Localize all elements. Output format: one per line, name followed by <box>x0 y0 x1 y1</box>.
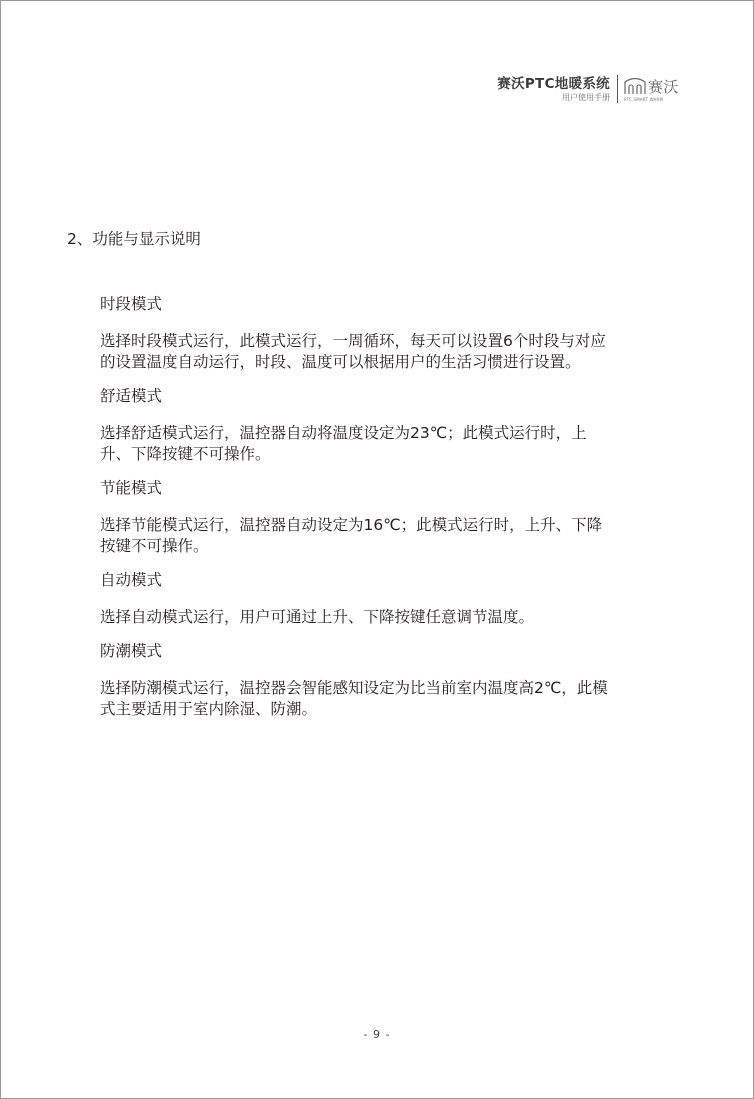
mode-title: 防潮模式 <box>100 642 163 660</box>
mode-description-line: 的设置温度自动运行，时段、温度可以根据用户的生活习惯进行设置。 <box>100 353 581 371</box>
mode-description <box>100 607 680 628</box>
mode-description-line: 式主要适用于室内除湿、防潮。 <box>100 700 318 718</box>
mode-description-line: 按键不可操作。 <box>100 537 209 555</box>
mode-title: 时段模式 <box>100 295 163 313</box>
mode-list <box>100 294 680 733</box>
logo-text: 赛沃 <box>647 78 679 96</box>
house-logo-icon <box>624 76 646 95</box>
mode-description-line: 选择节能模式运行，温控器自动设定为16℃；此模式运行时，上升、下降 <box>100 516 603 534</box>
mode-description-line: 选择自动模式运行，用户可通过上升、下降按键任意调节温度。 <box>100 608 535 626</box>
header-title: 赛沃PTC地暖系统 <box>497 75 610 92</box>
mode-description <box>100 678 680 720</box>
mode-description <box>100 331 680 373</box>
mode-description-line: 选择时段模式运行，此模式运行，一周循环，每天可以设置6个时段与对应 <box>100 332 606 350</box>
mode-description-line: 升、下降按键不可操作。 <box>100 445 271 463</box>
header-divider <box>617 75 618 103</box>
mode-description <box>100 423 680 465</box>
logo-tagline: PTC SMART WARM <box>623 97 664 102</box>
logo-row <box>624 76 679 95</box>
mode-title: 自动模式 <box>100 571 163 589</box>
mode-title: 舒适模式 <box>100 387 163 405</box>
section-title: 2、功能与显示说明 <box>67 230 201 248</box>
brand-logo <box>624 76 679 102</box>
mode-title: 节能模式 <box>100 479 163 497</box>
mode-description-line: 选择防潮模式运行，温控器会智能感知设定为比当前室内温度高2℃，此模 <box>100 679 608 697</box>
header-text-block <box>497 76 610 103</box>
page-header <box>497 75 679 103</box>
header-subtitle: 用户使用手册 <box>561 92 610 102</box>
mode-description <box>100 515 680 557</box>
mode-description-line: 选择舒适模式运行，温控器自动将温度设定为23℃；此模式运行时，上 <box>100 424 587 442</box>
page-number: - 9 - <box>363 1028 391 1041</box>
